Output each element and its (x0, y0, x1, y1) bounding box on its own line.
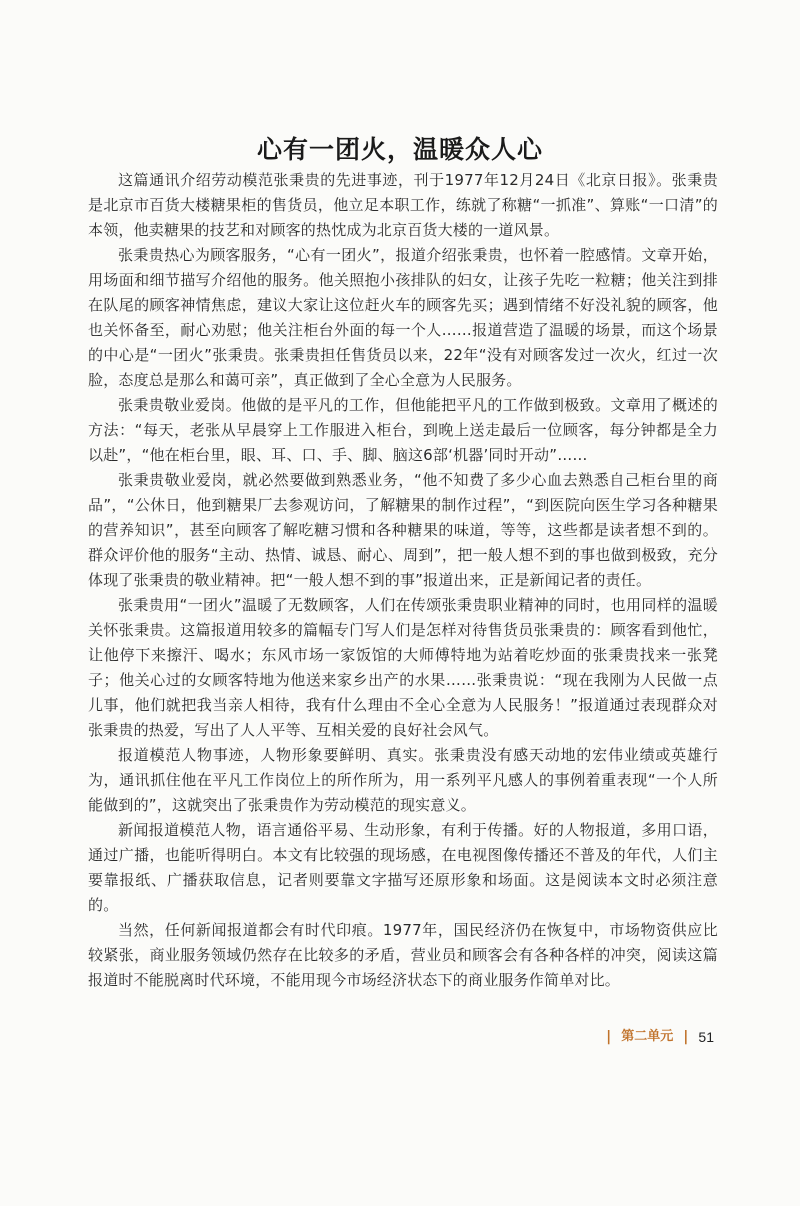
unit-label: 第二单元 (621, 1029, 674, 1044)
page-number: 51 (698, 1029, 714, 1045)
paragraph: 这篇通讯介绍劳动模范张秉贵的先进事迹，刊于1977年12月24日《北京日报》。张秉贵是北京市百货大楼糖果柜的售货员，他立足本职工作，练就了称糖“一抓准”、算账“一口清”的本领，他卖糖果的技艺和对顾客的热忱成为北京百货大楼的一道风景。 (88, 171, 718, 239)
divider-bar-right: | (683, 1029, 689, 1045)
paragraph: 张秉贵敬业爱岗。他做的是平凡的工作，但他能把平凡的工作做到极致。文章用了概述的方法：“每天，老张从早晨穿上工作服进入柜台，到晚上送走最后一位顾客，每分钟都是全力以赴”，“他在柜台里，眼、耳、口、手、脚、脑这6部‘机器’同时开动”…… (88, 396, 718, 464)
paragraph: 张秉贵敬业爱岗，就必然要做到熟悉业务，“他不知费了多少心血去熟悉自己柜台里的商品”，“公休日，他到糖果厂去参观访问，了解糖果的制作过程”，“到医院向医生学习各种糖果的营养知识”，甚至向顾客了解吃糖习惯和各种糖果的味道，等等，这些都是读者想不到的。群众评价他的服务“主动、热情、诚恳、耐心、周到”，把一般人想不到的事也做到极致，充分体现了张秉贵的敬业精神。把“一般人想不到的事”报道出来，正是新闻记者的责任。 (88, 471, 718, 589)
paragraph: 报道模范人物事迹，人物形象要鲜明、真实。张秉贵没有感天动地的宏伟业绩或英雄行为，通讯抓住他在平凡工作岗位上的所作所为，用一系列平凡感人的事例着重表现“一个人所能做到的”，这就突出了张秉贵作为劳动模范的现实意义。 (88, 746, 718, 814)
paragraph: 张秉贵热心为顾客服务，“心有一团火”，报道介绍张秉贵，也怀着一腔感情。文章开始，用场面和细节描写介绍他的服务。他关照抱小孩排队的妇女，让孩子先吃一粒糖；他关注到排在队尾的顾客神情焦虑，建议大家让这位赶火车的顾客先买；遇到情绪不好没礼貌的顾客，他也关怀备至，耐心劝慰；他关注柜台外面的每一个人……报道营造了温暖的场景，而这个场景的中心是“一团火”张秉贵。张秉贵担任售货员以来，22年“没有对顾客发过一次火，红过一次脸，态度总是那么和蔼可亲”，真正做到了全心全意为人民服务。 (88, 246, 718, 389)
page-title: 心有一团火，温暖众人心 (256, 134, 543, 164)
paragraph: 当然，任何新闻报道都会有时代印痕。1977年，国民经济仍在恢复中，市场物资供应比较紧张，商业服务领域仍然存在比较多的矛盾，营业员和顾客会有各种各样的冲突，阅读这篇报道时不能脱离时代环境，不能用现今市场经济状态下的商业服务作简单对比。 (88, 921, 718, 989)
divider-bar-left: | (606, 1029, 612, 1045)
paragraph: 新闻报道模范人物，语言通俗平易、生动形象，有利于传播。好的人物报道，多用口语，通过广播，也能听得明白。本文有比较强的现场感，在电视图像传播还不普及的年代，人们主要靠报纸、广播获取信息，记者则要靠文字描写还原形象和场面。这是阅读本文时必须注意的。 (88, 821, 718, 914)
article-body (88, 168, 718, 993)
paragraph: 张秉贵用“一团火”温暖了无数顾客，人们在传颂张秉贵职业精神的同时，也用同样的温暖关怀张秉贵。这篇报道用较多的篇幅专门写人们是怎样对待售货员张秉贵的：顾客看到他忙，让他停下来擦汗、喝水；东风市场一家饭馆的大师傅特地为站着吃炒面的张秉贵找来一张凳子；他关心过的女顾客特地为他送来家乡出产的水果……张秉贵说：“现在我刚为人民做一点儿事，他们就把我当亲人相待，我有什么理由不全心全意为人民服务！”报道通过表现群众对张秉贵的热爱，写出了人人平等、互相关爱的良好社会风气。 (88, 596, 718, 739)
page-footer (606, 1027, 714, 1047)
